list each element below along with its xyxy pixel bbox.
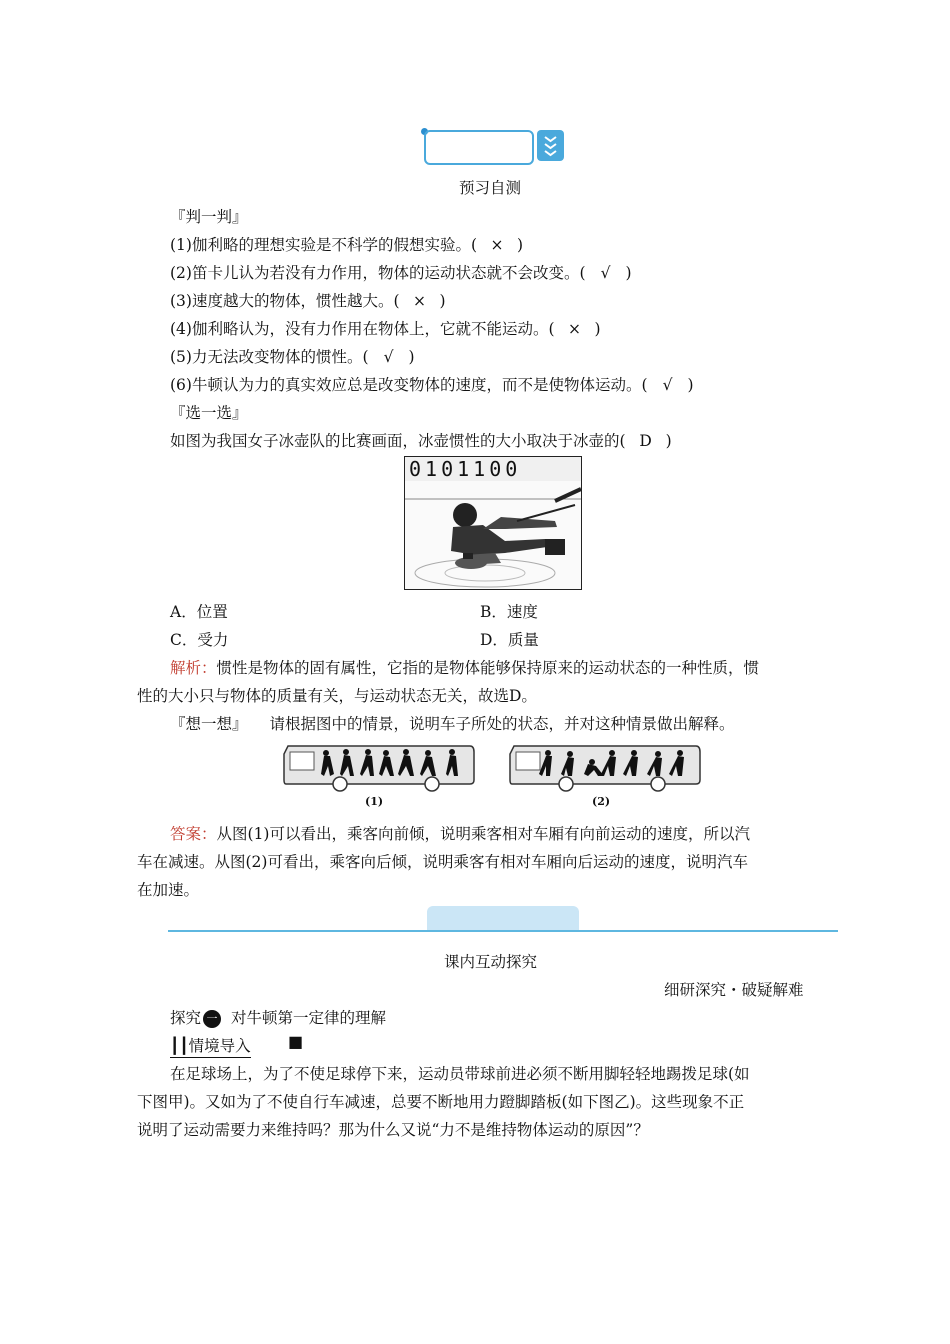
paragraph-line-1: 在足球场上，为了不使足球停下来，运动员带球前进必须不断用脚轻轻地踢拨足球(如 <box>170 1065 750 1083</box>
analysis-line-2: 性的大小只与物体的质量有关，与运动状态无关，故选D。 <box>137 687 537 705</box>
section-subtitle: 细研深究・破疑解难 <box>664 981 804 999</box>
answer-label: 答案： <box>170 825 217 843</box>
think-line: 『想一想』 请根据图中的情景，说明车子所处的状态，并对这种情景做出解释。 <box>170 715 735 733</box>
section-title-preview: 预习自测 <box>459 179 522 197</box>
paragraph-line-3: 说明了运动需要力来维持吗？那为什么又说“力不是维持物体运动的原因”？ <box>137 1121 649 1139</box>
paragraph-line-2: 下图甲)。又如为了不使自行车减速，总要不断地用力蹬脚踏板(如下图乙)。这些现象不正 <box>137 1093 745 1111</box>
judge-item-3: (3)速度越大的物体，惯性越大。( × ) <box>170 292 446 310</box>
judge-item-2: (2)笛卡儿认为若没有力作用，物体的运动状态就不会改变。( √ ) <box>170 264 632 282</box>
judge-item-1: (1)伽利略的理想实验是不科学的假想实验。( × ) <box>170 236 524 254</box>
answer-line-3: 在加速。 <box>137 881 200 899</box>
judge-answer-6: √ <box>662 376 673 394</box>
judge-answer-3: × <box>413 292 427 310</box>
judge-item-4: (4)伽利略认为，没有力作用在物体上，它就不能运动。( × ) <box>170 320 601 338</box>
analysis-label: 解析： <box>170 659 217 677</box>
judge-item-5: (5)力无法改变物体的惯性。( √ ) <box>170 348 415 366</box>
analysis-line-1: 解析：惯性是物体的固有属性，它指的是物体能够保持原来的运动状态的一种性质，惯 <box>170 659 760 677</box>
answer-line-2: 车在减速。从图(2)可看出，乘客向后倾，说明乘客有相对车厢向后运动的速度，说明汽车 <box>137 853 748 871</box>
chevron-down-icon <box>537 130 564 161</box>
section-banner-tab <box>427 906 579 932</box>
answer-line-1: 答案：从图(1)可以看出，乘客向前倾，说明乘客相对车厢有向前运动的速度，所以汽 <box>170 825 750 843</box>
judge-answer-4: × <box>568 320 582 338</box>
figure-2-label: (2) <box>592 795 611 808</box>
curling-photo <box>404 456 582 590</box>
scenario-heading: ┃┃情境导入 <box>170 1034 251 1058</box>
scenario-end-square: ■ <box>288 1032 304 1051</box>
figure-1-label: (1) <box>365 795 384 808</box>
option-a: A．位置 <box>170 603 228 621</box>
judge-item-6: (6)牛顿认为力的真实效应总是改变物体的速度，而不是使物体运动。( √ ) <box>170 376 694 394</box>
judge-answer-5: √ <box>383 348 394 366</box>
option-d: D．质量 <box>480 631 539 649</box>
scoreboard: 0101100 <box>405 457 582 482</box>
choose-header: 『选一选』 <box>170 404 248 422</box>
section-badge <box>424 130 534 165</box>
judge-answer-2: √ <box>600 264 611 282</box>
bus-figure-2 <box>508 744 702 798</box>
bus-figure-1 <box>282 744 476 798</box>
inquiry-heading: 探究 一 对牛顿第一定律的理解 <box>170 1009 387 1027</box>
section-divider <box>168 930 838 932</box>
choose-answer: D <box>639 432 652 450</box>
section-title-inquiry: 课内互动探究 <box>444 953 538 971</box>
choose-question: 如图为我国女子冰壶队的比赛画面，冰壶惯性的大小取决于冰壶的( D ) <box>170 432 672 450</box>
think-header: 『想一想』 <box>170 715 248 733</box>
option-b: B．速度 <box>480 603 538 621</box>
judge-answer-1: × <box>490 236 504 254</box>
judge-header: 『判一判』 <box>170 208 248 226</box>
option-c: C．受力 <box>170 631 229 649</box>
inquiry-number-icon: 一 <box>203 1010 221 1028</box>
